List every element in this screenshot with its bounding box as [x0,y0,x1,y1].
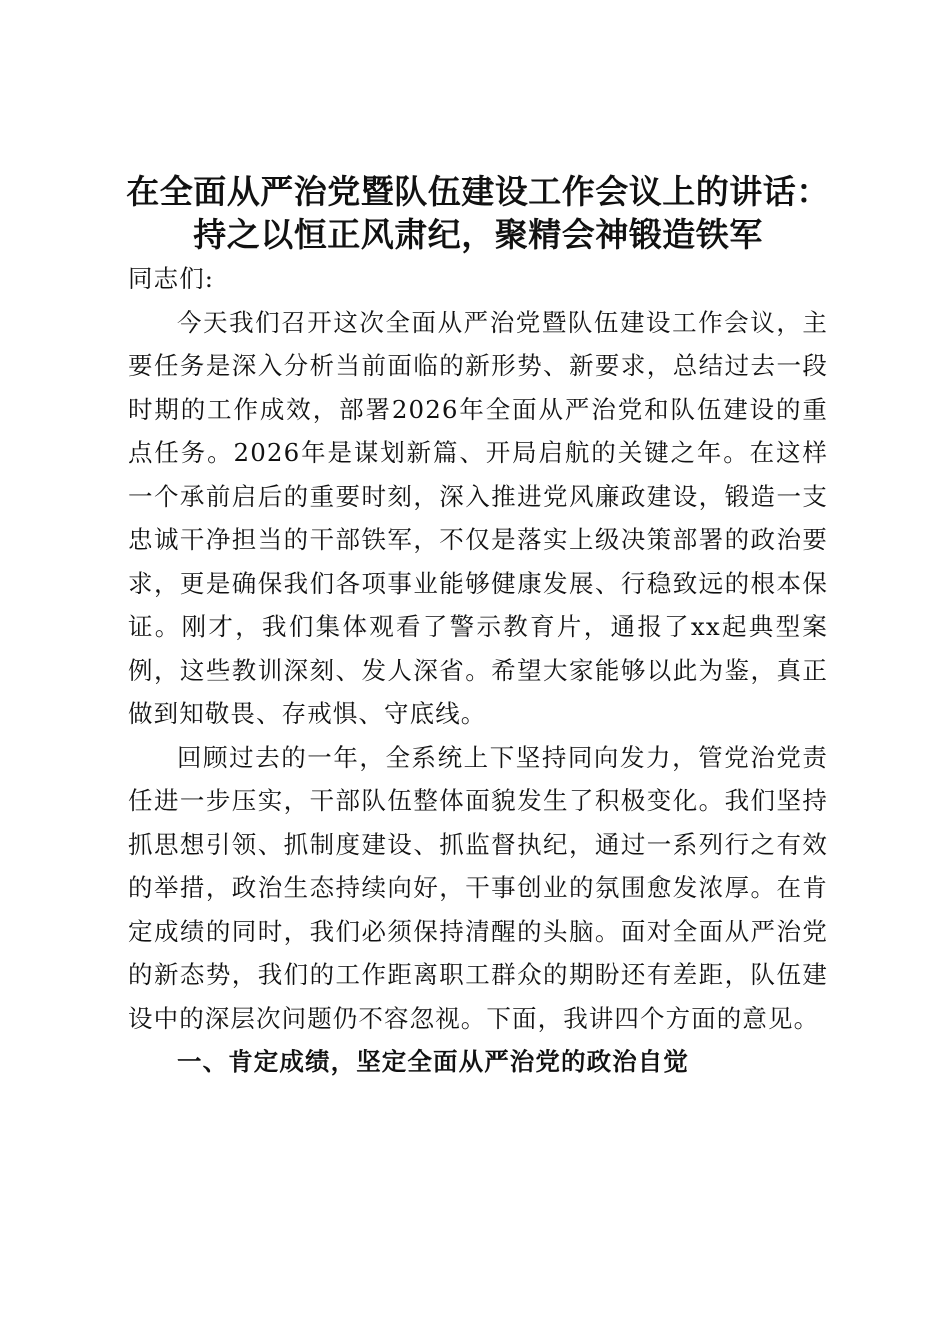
salutation: 同志们: [128,264,215,293]
section-heading: 一、肯定成绩，坚定全面从严治党的政治自觉 [177,1047,689,1076]
document-body [128,257,828,1084]
body-paragraph-review: 回顾过去的一年，全系统上下坚持同向发力，管党治党责任进一步压实，干部队伍整体面貌发生了积极变化。我们坚持抓思想引领、抓制度建设、抓监督执纪，通过一系列行之有效的举措，政治生态持续向好，干事创业的氛围愈发浓厚。在肯定成绩的同时，我们必须保持清醒的头脑。面对全面从严治党的新态势，我们的工作距离职工群众的期盼还有差距，队伍建设中的深层次问题仍不容忽视。下面，我讲四个方面的意见。 [128,742,828,1033]
document-title: 在全面从严治党暨队伍建设工作会议上的讲话：持之以恒正风肃纪，聚精会神锻造铁军 [126,172,830,254]
body-paragraph-opening: 今天我们召开这次全面从严治党暨队伍建设工作会议，主要任务是深入分析当前面临的新形势、新要求，总结过去一段时期的工作成效，部署2026年全面从严治党和队伍建设的重点任务。2026年是谋划新篇、开局启航的关键之年。在这样一个承前启后的重要时刻，深入推进党风廉政建设，锻造一支忠诚干净担当的干部铁军，不仅是落实上级决策部署的政治要求，更是确保我们各项事业能够健康发展、行稳致远的根本保证。刚才，我们集体观看了警示教育片，通报了xx起典型案例，这些教训深刻、发人深省。希望大家能够以此为鉴，真正做到知敬畏、存戒惧、守底线。 [128,307,828,728]
